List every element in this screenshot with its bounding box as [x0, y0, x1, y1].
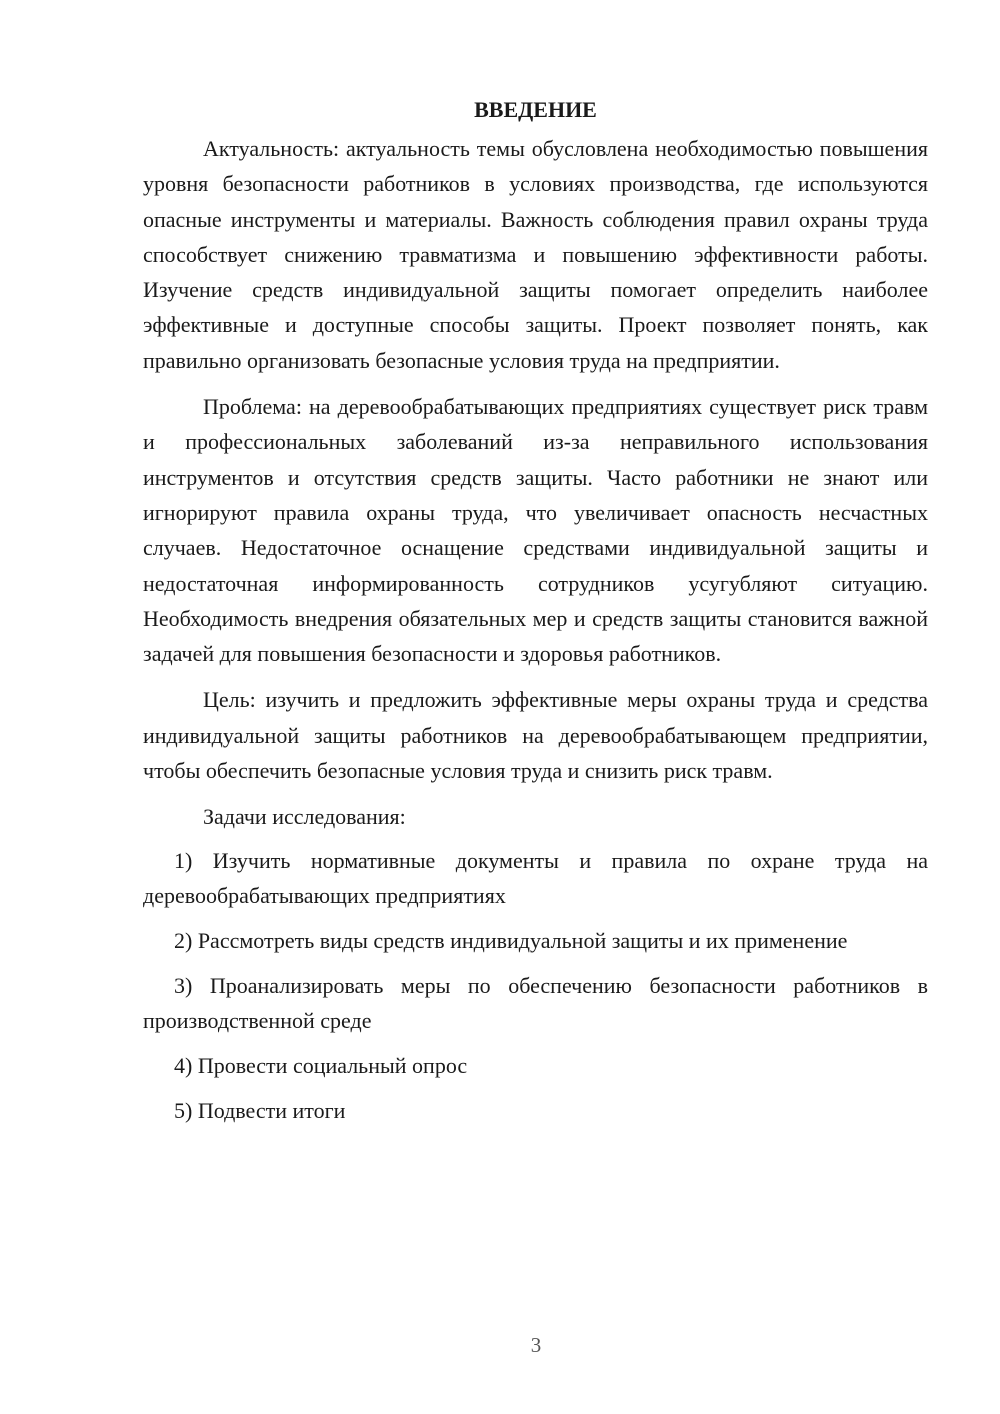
tasks-heading: Задачи исследования: [203, 804, 406, 830]
paragraph-goal: Цель: изучить и предложить эффективные меры охраны труда и средства индивидуальной защиты работников на деревообрабатывающем предприятии, чтобы обеспечить безопасные условия труда и снизить риск травм. [143, 687, 928, 784]
section-title: ВВЕДЕНИЕ [474, 97, 597, 122]
page-number: 3 [530, 1333, 542, 1357]
paragraph-relevance: Актуальность: актуальность темы обусловлена необходимостью повышения уровня безопасности работников в условиях производства, где используются опасные инструменты и материалы. Важность соблюдения правил охраны труда способствует снижению травматизма и повышению эффективности работы. Изучение средств индивидуальной защиты помогает определить наиболее эффективные и доступные способы защиты. Проект позволяет понять, как правильно организовать безопасные условия труда на предприятии. [143, 136, 928, 373]
paragraph-problem: Проблема: на деревообрабатывающих предприятиях существует риск травм и профессиональных заболеваний из-за неправильного использования инструментов и отсутствия средств защиты. Часто работники не знают или игнорируют правила охраны труда, что увеличивает опасность несчастных случаев. Недостаточное оснащение средствами индивидуальной защиты и недостаточная информированность сотрудников усугубляют ситуацию. Необходимость внедрения обязательных мер и средств защиты становится важной задачей для повышения безопасности и здоровья работников. [143, 394, 928, 667]
document-page [143, 92, 928, 1138]
task-item-5: 5) Подвести итоги [174, 1098, 346, 1124]
task-item-2: 2) Рассмотреть виды средств индивидуальной защиты и их применение [174, 928, 848, 954]
task-item-4: 4) Провести социальный опрос [174, 1053, 468, 1079]
task-item-1: 1) Изучить нормативные документы и правила по охране труда на деревообрабатывающих предприятиях [143, 848, 928, 909]
task-item-3: 3) Проанализировать меры по обеспечению безопасности работников в производственной среде [143, 973, 928, 1034]
